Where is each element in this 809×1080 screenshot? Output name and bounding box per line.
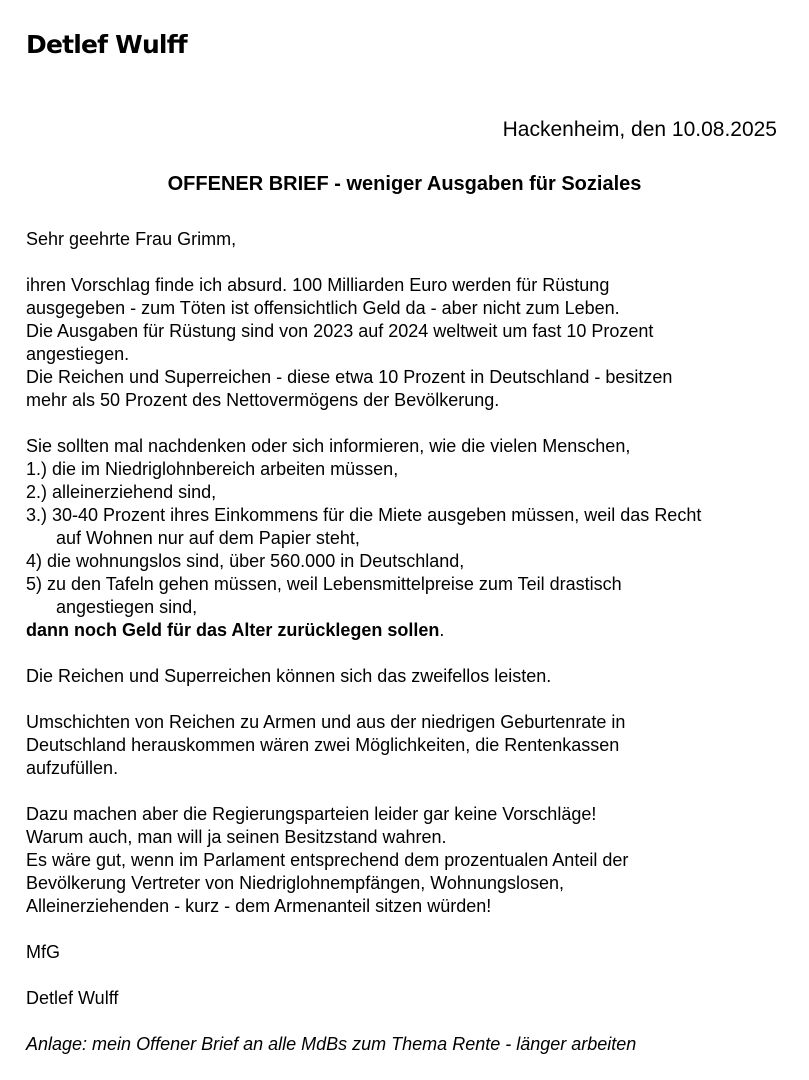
signature — [26, 987, 786, 1010]
paragraph-gap — [26, 1010, 786, 1033]
paragraph-armament — [26, 274, 786, 412]
list-item: 3.) 30-40 Prozent ihres Einkommens für die Miete ausgeben müssen, weil das Recht — [26, 505, 702, 525]
paragraph-line: angestiegen. — [26, 344, 130, 364]
paragraph-line: mehr als 50 Prozent des Nettovermögens der Bevölkerung. — [26, 390, 500, 410]
list-item: 2.) alleinerziehend sind, — [26, 482, 217, 502]
list-conclusion-end: . — [439, 620, 445, 640]
paragraph-rich — [26, 665, 786, 688]
closing — [26, 941, 786, 964]
paragraph-gap — [26, 642, 786, 665]
paragraph-gap — [26, 918, 786, 941]
paragraph-line: Die Reichen und Superreichen können sich das zweifellos leisten. — [26, 666, 552, 686]
list-item: 1.) die im Niedriglohnbereich arbeiten müssen, — [26, 459, 399, 479]
paragraph-line: Bevölkerung Vertreter von Niedriglohnempfängen, Wohnungslosen, — [26, 873, 565, 893]
paragraph-line: Alleinerziehenden - kurz - dem Armenanteil sitzen würden! — [26, 896, 492, 916]
list-conclusion — [26, 619, 786, 642]
paragraph-line: Warum auch, man will ja seinen Besitzstand wahren. — [26, 827, 447, 847]
attachment-line: Anlage: mein Offener Brief an alle MdBs zum Thema Rente - länger arbeiten — [26, 1034, 637, 1054]
paragraph-line: Es wäre gut, wenn im Parlament entsprechend dem prozentualen Anteil der — [26, 850, 629, 870]
paragraph-list — [26, 435, 786, 642]
paragraph-gap — [26, 412, 786, 435]
paragraph-line: ihren Vorschlag finde ich absurd. 100 Milliarden Euro werden für Rüstung — [26, 275, 610, 295]
list-item-continuation: auf Wohnen nur auf dem Papier steht, — [56, 528, 360, 548]
sender-name: Detlef Wulff — [26, 30, 187, 59]
closing-line: MfG — [26, 942, 60, 962]
paragraph-line: Umschichten von Reichen zu Armen und aus der niedrigen Geburtenrate in — [26, 712, 626, 732]
list-item: 5) zu den Tafeln gehen müssen, weil Lebensmittelpreise zum Teil drastisch — [26, 574, 622, 594]
date-line: Hackenheim, den 10.08.2025 — [502, 118, 777, 141]
paragraph-line: Die Reichen und Superreichen - diese etwa 10 Prozent in Deutschland - besitzen — [26, 367, 673, 387]
paragraph-gap — [26, 964, 786, 987]
paragraph-line: aufzufüllen. — [26, 758, 119, 778]
paragraph-gap — [26, 251, 786, 274]
paragraph-line: Dazu machen aber die Regierungsparteien leider gar keine Vorschläge! — [26, 804, 597, 824]
list-item-continuation: angestiegen sind, — [56, 597, 198, 617]
letter-body — [26, 228, 786, 1056]
paragraph-line: Deutschland herauskommen wären zwei Möglichkeiten, die Rentenkassen — [26, 735, 620, 755]
attachment-note — [26, 1033, 786, 1056]
list-intro: Sie sollten mal nachdenken oder sich informieren, wie die vielen Menschen, — [26, 436, 631, 456]
paragraph-line: Die Ausgaben für Rüstung sind von 2023 auf 2024 weltweit um fast 10 Prozent — [26, 321, 654, 341]
paragraph-parliament — [26, 803, 786, 918]
signature-line: Detlef Wulff — [26, 988, 119, 1008]
letter-subject: OFFENER BRIEF - weniger Ausgaben für Soziales — [167, 173, 642, 195]
paragraph-gap — [26, 688, 786, 711]
salutation — [26, 228, 786, 251]
paragraph-line: ausgegeben - zum Töten ist offensichtlich Geld da - aber nicht zum Leben. — [26, 298, 620, 318]
paragraph-gap — [26, 780, 786, 803]
paragraph-redistribution — [26, 711, 786, 780]
salutation-line: Sehr geehrte Frau Grimm, — [26, 229, 237, 249]
list-item: 4) die wohnungslos sind, über 560.000 in Deutschland, — [26, 551, 465, 571]
list-conclusion-bold: dann noch Geld für das Alter zurücklegen sollen — [26, 620, 440, 640]
